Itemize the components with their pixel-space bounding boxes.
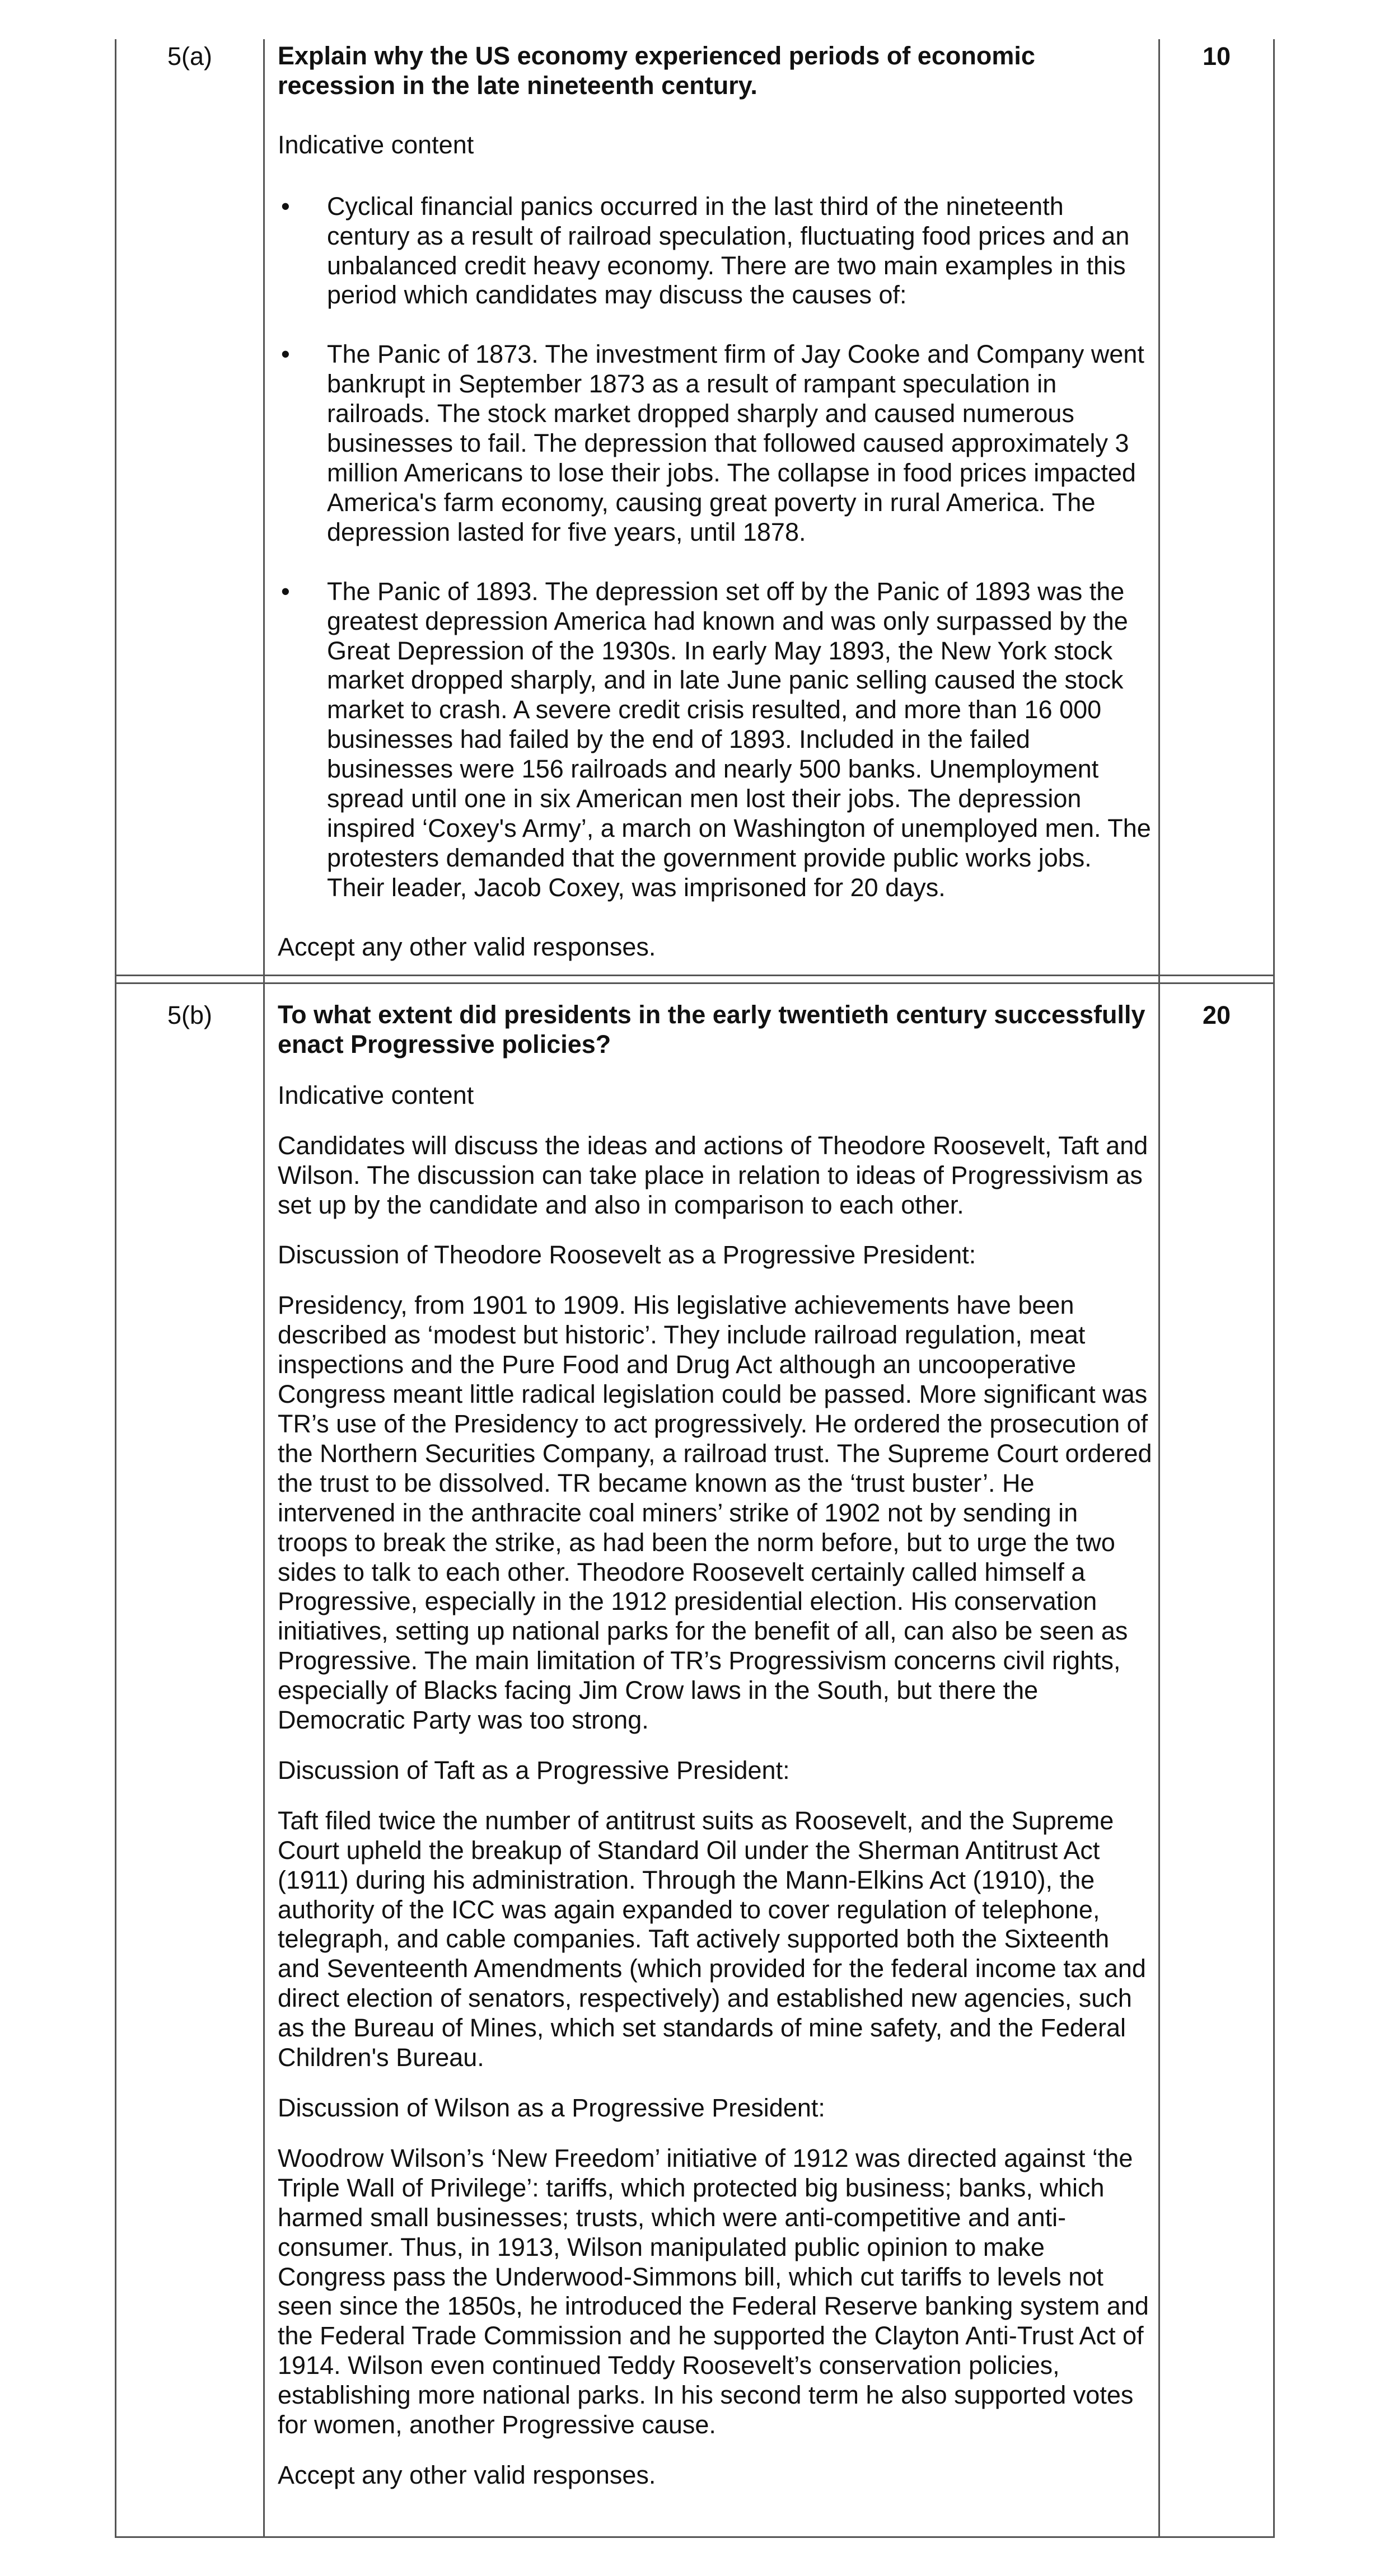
indicative-content-label: Indicative content [278, 130, 474, 159]
table-border-bottom [115, 2536, 1275, 2538]
body-paragraph: Presidency, from 1901 to 1909. His legislative achievements have been described as ‘modest but historic’. They include railroad regulation, meat inspections and the Pure Food and Drug Act although an uncooperative Congress meant little radical legislation could be passed. More significant was TR’s use of the Presidency to act progressively. He ordered the prosecution of the Northern Securities Company, a railroad trust. The Supreme Court ordered the trust to be dissolved. TR became known as the ‘trust buster’. He intervened in the anthracite coal miners’ strike of 1902 not by sending in troops to break the strike, as had been the norm before, but to urge the two sides to talk to each other. Theodore Roosevelt certainly called himself a Progressive, especially in the 1912 presidential election. His conservation initiatives, setting up national parks for the benefit of all, can also be seen as Progressive. The main limitation of TR’s Progressivism concerns civil rights, especially of Blacks facing Jim Crow laws in the South, but there the Democratic Party was too strong. [278, 1291, 1152, 1735]
table-border-left [115, 39, 116, 984]
question-marks: 10 [1202, 42, 1231, 71]
table-divider-number-lower [263, 982, 265, 2538]
section-heading: Discussion of Wilson as a Progressive President: [278, 2093, 825, 2122]
table-divider-marks-lower [1158, 982, 1160, 2538]
bullet-text: The Panic of 1873. The investment firm of Jay Cooke and Company went bankrupt in September 1873 as a result of rampant speculation in railroads. The stock market dropped sharply and caused numerous businesses to fail. The depression that followed caused approximately 3 million Americans to lose their jobs. The collapse in food prices impacted America's farm economy, causing great poverty in rural America. The depression lasted for five years, until 1878. [327, 340, 1144, 546]
bullet-icon: • [281, 340, 290, 369]
question-number: 5(a) [167, 42, 213, 71]
table-border-right [1273, 39, 1275, 984]
question-number: 5(b) [167, 1001, 213, 1029]
table-divider-marks [1158, 39, 1160, 984]
bullet-text: Cyclical financial panics occurred in the last third of the nineteenth century as a result of railroad speculation, fluctuating food prices and an unbalanced credit heavy economy. There are two main examples in this period which candidates may discuss the causes of: [327, 191, 1130, 310]
bullet-item [278, 340, 1152, 547]
table-border-right-lower [1273, 982, 1275, 2538]
question-content [278, 1000, 1152, 2490]
bullet-icon: • [281, 577, 290, 606]
question-content [278, 41, 1152, 962]
body-paragraph: Candidates will discuss the ideas and actions of Theodore Roosevelt, Taft and Wilson. The discussion can take place in relation to ideas of Progressivism as set up by the candidate and also in comparison to each other. [278, 1131, 1148, 1219]
question-title: To what extent did presidents in the early twentieth century successfully enact Progressive policies? [278, 1000, 1145, 1058]
body-paragraph: Taft filed twice the number of antitrust suits as Roosevelt, and the Supreme Court upheld the breakup of Standard Oil under the Sherman Antitrust Act (1911) during his administration. Through the Mann-Elkins Act (1910), the authority of the ICC was again expanded to cover regulation of telephone, telegraph, and cable companies. Taft actively supported both the Sixteenth and Seventeenth Amendments (which provided for the federal income tax and direct election of senators, respectively) and established new agencies, such as the Bureau of Mines, which set standards of mine safety, and the Federal Children's Bureau. [278, 1806, 1146, 2072]
indicative-content-label: Indicative content [278, 1080, 474, 1109]
row-separator-bottom [115, 982, 1275, 984]
closing-note: Accept any other valid responses. [278, 2460, 656, 2489]
table-border-left-lower [115, 982, 116, 2538]
bullet-item [278, 577, 1152, 903]
bullet-text: The Panic of 1893. The depression set off by the Panic of 1893 was the greatest depression America had known and was only surpassed by the Great Depression of the 1930s. In early May 1893, the New York stock market dropped sharply, and in late June panic selling caused the stock market to crash. A severe credit crisis resulted, and more than 16 000 businesses had failed by the end of 1893. Included in the failed businesses were 156 railroads and nearly 500 banks. Unemployment spread until one in six American men lost their jobs. The depression inspired ‘Coxey's Army’, a march on Washington of unemployed men. The protesters demanded that the government provide public works jobs. Their leader, Jacob Coxey, was imprisoned for 20 days. [327, 577, 1151, 902]
bullet-item [278, 192, 1152, 311]
section-heading: Discussion of Theodore Roosevelt as a Progressive President: [278, 1240, 976, 1270]
body-paragraph: Woodrow Wilson’s ‘New Freedom’ initiative of 1912 was directed against ‘the Triple Wall of Privilege’: tariffs, which protected big business; banks, which harmed small businesses; trusts, which were anti-competitive and anti-consumer. Thus, in 1913, Wilson manipulated public opinion to make Congress pass the Underwood-Simmons bill, which cut tariffs to levels not seen since the 1850s, he introduced the Federal Reserve banking system and the Federal Trade Commission and he supported the Clayton Anti-Trust Act of 1914. Wilson even continued Teddy Roosevelt’s conservation policies, establishing more national parks. In his second term he also supported votes for women, another Progressive cause. [278, 2143, 1149, 2439]
section-heading: Discussion of Taft as a Progressive President: [278, 1755, 790, 1785]
question-marks: 20 [1202, 1001, 1231, 1029]
closing-note: Accept any other valid responses. [278, 932, 656, 961]
bullet-icon: • [281, 191, 290, 221]
question-title: Explain why the US economy experienced periods of economic recession in the late nineteenth century. [278, 41, 1035, 100]
table-divider-number [263, 39, 265, 984]
row-separator-top [115, 975, 1275, 976]
